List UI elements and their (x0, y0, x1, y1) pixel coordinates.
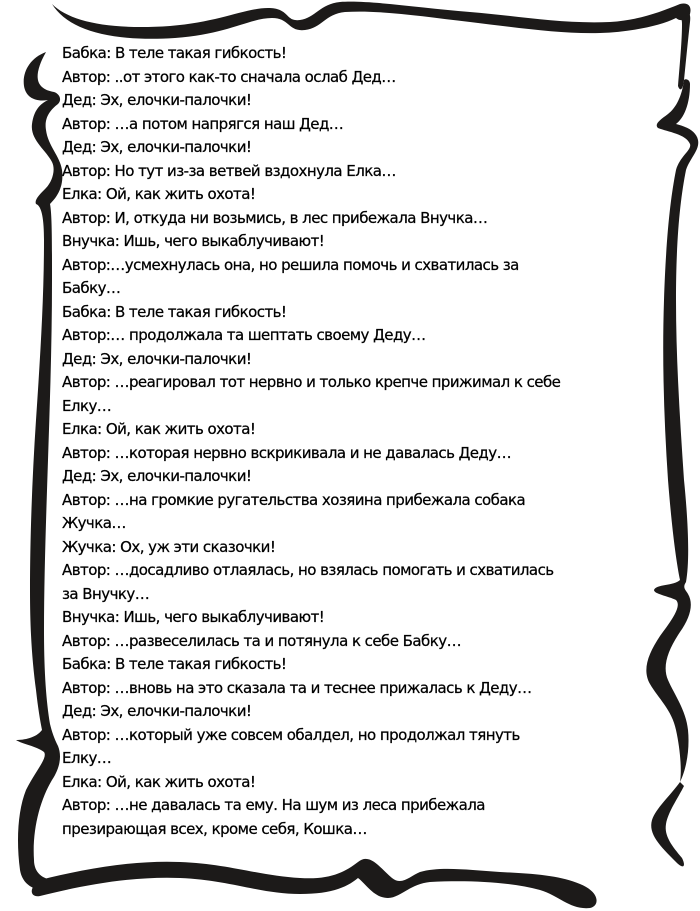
dialogue-line: Автор:… продолжала та шептать своему Деду… (62, 326, 426, 344)
dialogue-line: Автор: …не давалась та ему. На шум из леса прибежала (62, 796, 485, 814)
dialogue-line: за Внучку… (62, 584, 150, 603)
dialogue-line: Автор: ..от этого как-то сначала ослаб Дед… (62, 67, 396, 86)
dialogue-line: Елка: Ой, как жить охота! (62, 420, 256, 438)
dialogue-line: Автор: …реагировал тот нервно и только крепче прижимал к себе (62, 373, 561, 391)
dialogue-line: Елку… (62, 749, 112, 767)
bottom-border-stroke (32, 859, 597, 908)
dialogue-line: Дед: Эх, елочки-палочки! (62, 467, 252, 485)
top-right-corner (676, 9, 690, 90)
dialogue-line: Внучка: Ишь, чего выкаблучивают! (62, 232, 325, 250)
top-border-stroke (52, 2, 691, 39)
dialogue-text (62, 42, 662, 841)
left-border-stroke (16, 52, 62, 890)
dialogue-line: Бабку… (62, 279, 121, 297)
dialogue-line: Бабка: В теле такая гибкость! (62, 655, 287, 673)
dialogue-line: Дед: Эх, елочки-палочки! (62, 91, 252, 109)
dialogue-line: Автор: …вновь на это сказала та и теснее прижалась к Деду… (62, 678, 532, 697)
dialogue-line: Автор: Но тут из-за ветвей вздохнула Елка… (62, 161, 396, 180)
dialogue-line: Автор: …которая нервно вскрикивала и не давалась Деду… (62, 443, 512, 462)
dialogue-line: Жучка: Ох, уж эти сказочки! (62, 537, 276, 556)
dialogue-line: Дед: Эх, елочки-палочки! (62, 138, 252, 156)
dialogue-line: Автор: …развеселилась та и потянула к себе Бабку… (62, 631, 462, 650)
dialogue-line: Автор: …а потом напрягся наш Дед… (62, 114, 344, 133)
dialogue-line: Бабка: В теле такая гибкость! (62, 44, 287, 62)
dialogue-line: Елка: Ой, как жить охота! (62, 772, 256, 791)
dialogue-line: Автор: …досадливо отлаялась, но взялась помогать и схватилась (62, 561, 554, 579)
dialogue-line: Автор: …на громкие ругательства хозяина прибежала собака (62, 490, 526, 509)
dialogue-line: Автор: …который уже совсем обалдел, но продолжал тянуть (62, 725, 520, 744)
dialogue-line: Автор:…усмехнулась она, но решила помочь и схватилась за (62, 255, 519, 274)
dialogue-line: Автор: И, откуда ни возьмись, в лес прибежала Внучка… (62, 208, 488, 227)
dialogue-line: Внучка: Ишь, чего выкаблучивают! (62, 608, 325, 626)
dialogue-line: Елку… (62, 396, 112, 415)
dialogue-line: Бабка: В теле такая гибкость! (62, 302, 287, 321)
dialogue-line: Елка: Ой, как жить охота! (62, 185, 256, 203)
dialogue-line: презирающая всех, кроме себя, Кошка… (62, 819, 367, 838)
dialogue-line: Дед: Эх, елочки-палочки! (62, 702, 252, 720)
dialogue-line: Жучка… (62, 514, 126, 532)
dialogue-line: Дед: Эх, елочки-палочки! (62, 349, 252, 368)
